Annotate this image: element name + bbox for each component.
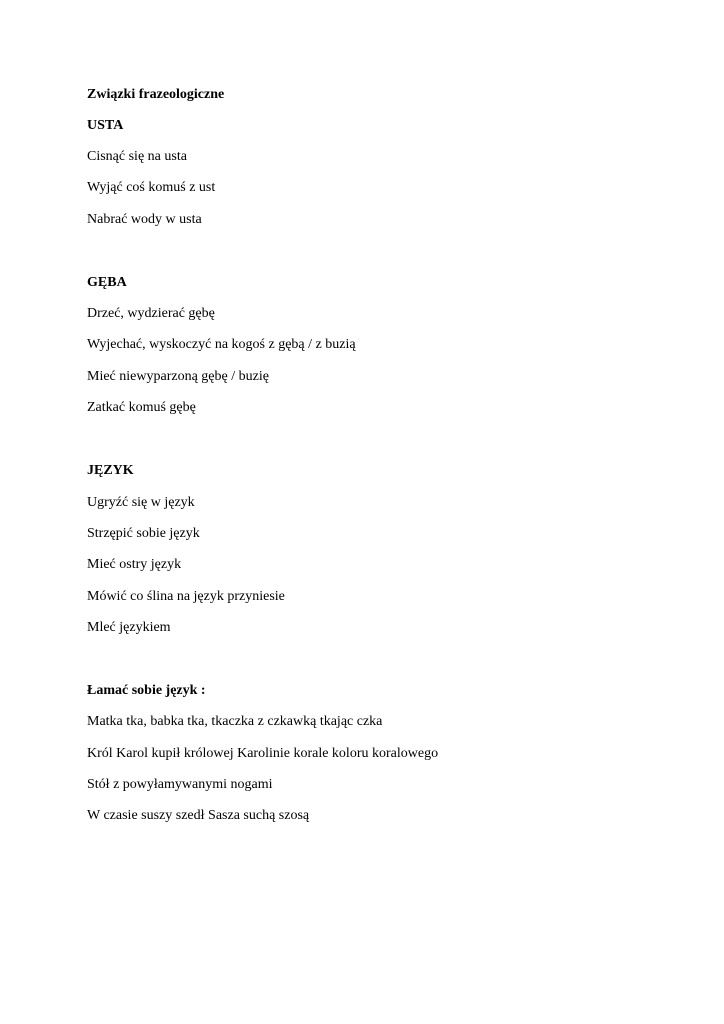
phrase-item: W czasie suszy szedł Sasza suchą szosą [87,808,310,823]
section-heading-jezyk: JĘZYK [87,463,134,478]
phrase-item: Mieć ostry język [87,557,182,572]
phrase-item: Wyjąć coś komuś z ust [87,180,216,195]
phrase-item: Mleć językiem [87,620,171,635]
phrase-item: Mieć niewyparzoną gębę / buzię [87,369,269,384]
phrase-item: Król Karol kupił królowej Karolinie korale koloru koralowego [87,746,439,761]
phrase-item: Cisnąć się na usta [87,149,187,164]
phrase-item: Ugryźć się w język [87,495,195,510]
document-title: Związki frazeologiczne [87,87,225,102]
phrase-item: Zatkać komuś gębę [87,400,196,415]
section-heading-geba: GĘBA [87,275,127,290]
phrase-item: Strzępić sobie język [87,526,200,541]
section-heading-tongue-twisters: Łamać sobie język : [87,683,206,698]
phrase-item: Wyjechać, wyskoczyć na kogoś z gębą / z buzią [87,337,356,352]
phrase-item: Mówić co ślina na język przyniesie [87,589,285,604]
phrase-item: Matka tka, babka tka, tkaczka z czkawką tkając czka [87,714,383,729]
section-heading-usta: USTA [87,118,124,133]
phrase-item: Nabrać wody w usta [87,212,202,227]
phrase-item: Stół z powyłamywanymi nogami [87,777,273,792]
phrase-item: Drzeć, wydzierać gębę [87,306,215,321]
